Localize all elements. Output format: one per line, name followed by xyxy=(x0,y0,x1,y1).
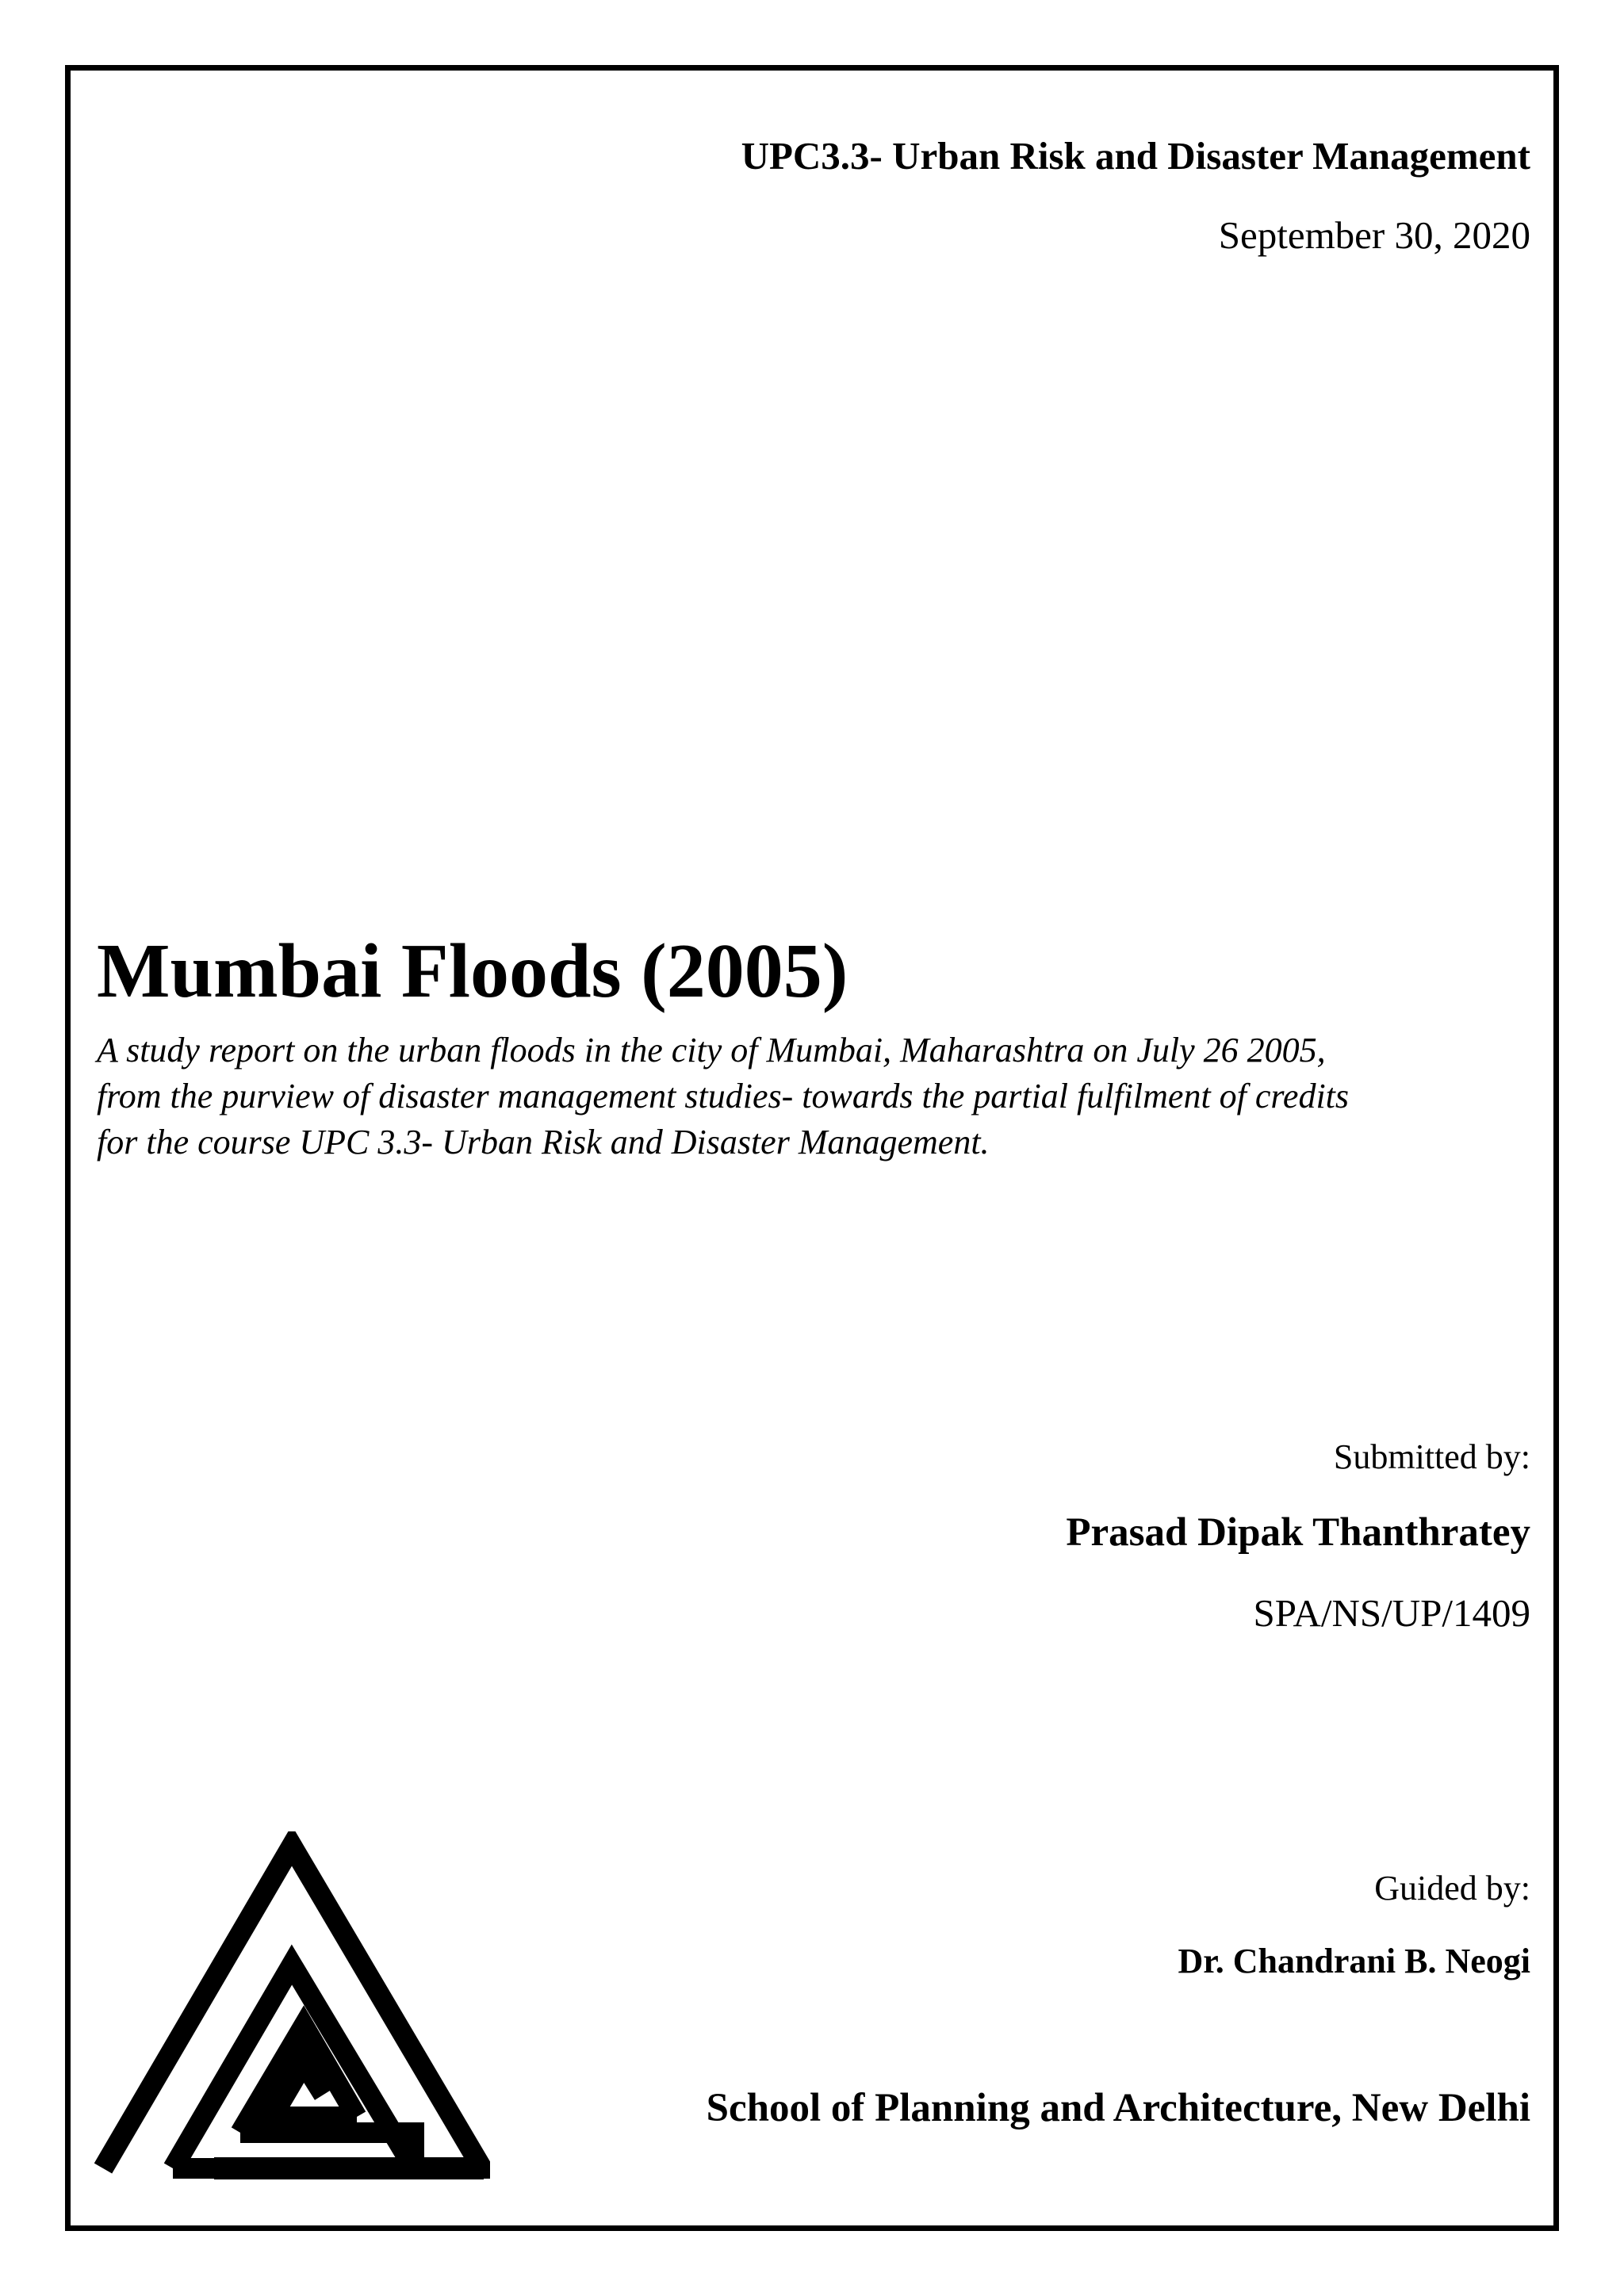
submitted-by-label: Submitted by: xyxy=(1333,1437,1530,1476)
institution-name: School of Planning and Architecture, New Delhi xyxy=(706,2086,1530,2130)
subtitle-line: for the course UPC 3.3- Urban Risk and Disaster Management. xyxy=(97,1123,990,1161)
guide-name: Dr. Chandrani B. Neogi xyxy=(1178,1942,1530,1980)
course-title: UPC3.3- Urban Risk and Disaster Management xyxy=(741,134,1530,178)
report-date: September 30, 2020 xyxy=(1218,213,1530,257)
subtitle-line: A study report on the urban floods in the city of Mumbai, Maharashtra on July 26 2005, xyxy=(97,1031,1326,1070)
spa-triangle-spiral-logo-icon xyxy=(94,1831,490,2180)
guided-by-label: Guided by: xyxy=(1374,1869,1530,1908)
subtitle-line: from the purview of disaster management studies- towards the partial fulfilment of credits xyxy=(97,1077,1350,1115)
report-subtitle xyxy=(97,1027,1524,1165)
author-name: Prasad Dipak Thanthratey xyxy=(1066,1510,1530,1555)
author-id: SPA/NS/UP/1409 xyxy=(1253,1591,1530,1635)
report-title: Mumbai Floods (2005) xyxy=(97,928,848,1014)
